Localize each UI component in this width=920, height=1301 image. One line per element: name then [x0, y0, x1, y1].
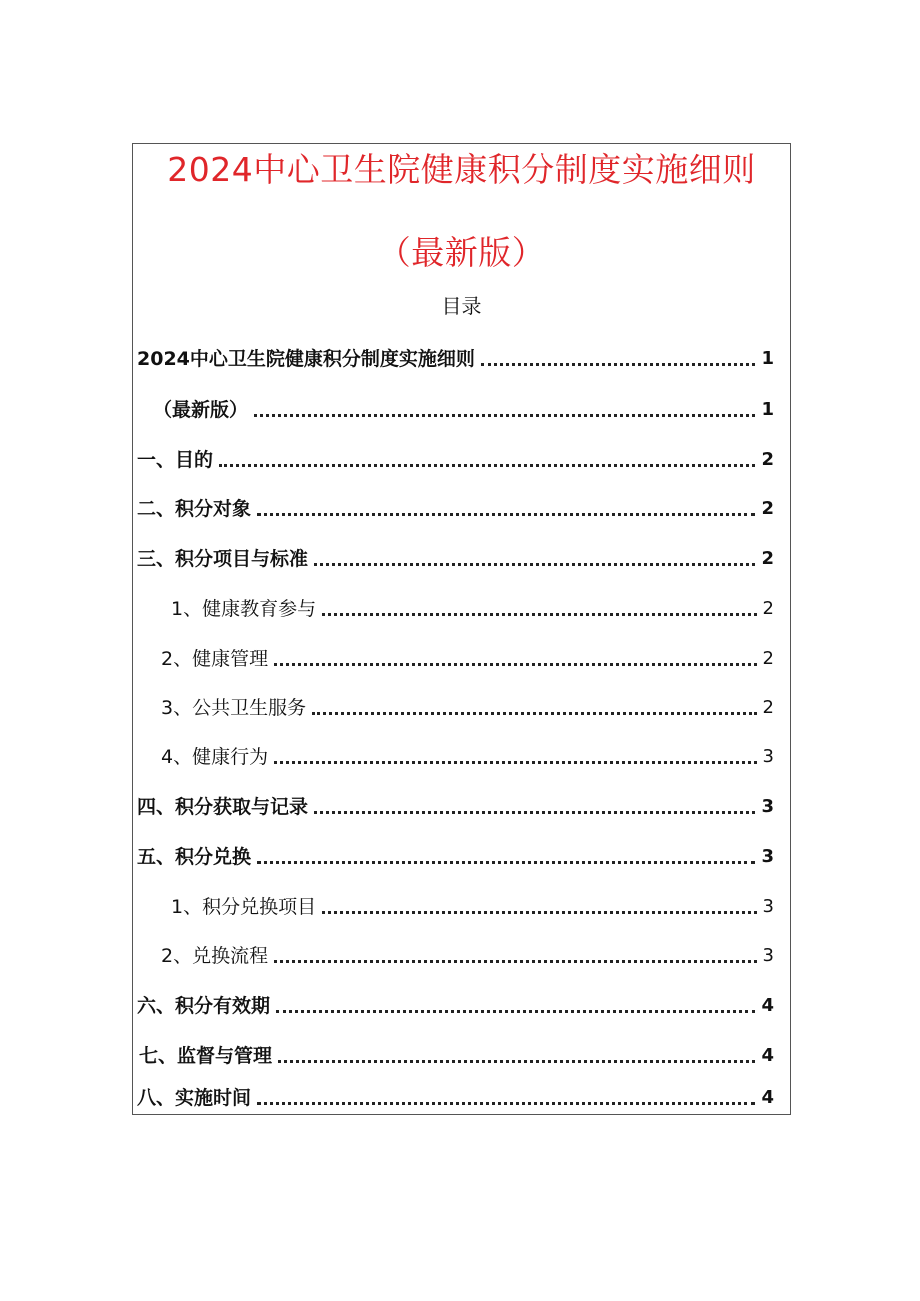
toc-entry-label: 1、积分兑换项目: [171, 896, 317, 918]
toc-entry-label: 六、积分有效期: [137, 995, 271, 1017]
toc-entry-page: 2: [762, 648, 774, 669]
toc-leader-dots: [274, 761, 756, 764]
document-frame: [132, 143, 791, 1115]
toc-entry-page: 2: [762, 598, 774, 619]
toc-leader-dots: [254, 414, 755, 417]
toc-entry-page: 2: [761, 548, 774, 569]
toc-entry-label: 3、公共卫生服务: [161, 697, 307, 719]
toc-entry-label: 七、监督与管理: [139, 1045, 273, 1067]
toc-leader-dots: [481, 363, 756, 366]
toc-entry-page: 3: [762, 945, 774, 966]
toc-entry-supervision[interactable]: [139, 1039, 774, 1069]
toc-leader-dots: [219, 464, 755, 467]
toc-entry-page: 3: [762, 896, 774, 917]
toc-entry-label: 4、健康行为: [161, 746, 269, 768]
toc-entry-label: 2、兑换流程: [161, 945, 269, 967]
toc-entry-page: 2: [762, 697, 774, 718]
toc-entry-exchange-process[interactable]: [161, 939, 774, 969]
toc-entry-page: 3: [761, 846, 774, 867]
toc-entry-health-management[interactable]: [161, 642, 774, 672]
toc-entry-health-education[interactable]: [171, 592, 774, 622]
toc-entry-label: 五、积分兑换: [137, 846, 252, 868]
document-subtitle: （最新版）: [377, 233, 546, 272]
toc-entry-items-standards[interactable]: [137, 542, 774, 572]
toc-entry-label: 三、积分项目与标准: [137, 548, 309, 570]
toc-leader-dots: [276, 1010, 755, 1013]
toc-leader-dots: [257, 513, 755, 516]
toc-leader-dots: [314, 563, 755, 566]
toc-leader-dots: [322, 613, 756, 616]
toc-entry-validity[interactable]: [137, 989, 774, 1019]
toc-entry-label: 一、目的: [137, 449, 214, 471]
toc-leader-dots: [274, 663, 756, 666]
toc-leader-dots: [314, 811, 755, 814]
document-title: 2024中心卫生院健康积分制度实施细则: [167, 150, 756, 189]
toc-leader-dots: [322, 911, 756, 914]
toc-entry-page: 1: [761, 399, 774, 420]
toc-entry-page: 2: [761, 449, 774, 470]
toc-entry-exchange[interactable]: [137, 840, 774, 870]
toc-entry-page: 2: [761, 498, 774, 519]
toc-entry-public-health[interactable]: [161, 691, 774, 721]
toc-entry-label: 2024中心卫生院健康积分制度实施细则: [137, 348, 475, 370]
toc-entry-label: 1、健康教育参与: [171, 598, 317, 620]
toc-entry-health-behavior[interactable]: [161, 740, 774, 770]
toc-entry-label: 2、健康管理: [161, 648, 269, 670]
toc-heading: 目录: [441, 294, 482, 318]
toc-entry-acquisition[interactable]: [137, 790, 774, 820]
toc-leader-dots: [274, 960, 756, 963]
toc-entry-implementation-time[interactable]: [137, 1081, 774, 1111]
toc-entry-label: 八、实施时间: [137, 1087, 252, 1109]
toc-entry-label: （最新版）: [153, 399, 249, 421]
toc-entry-page: 3: [761, 796, 774, 817]
toc-entry-label: 四、积分获取与记录: [137, 796, 309, 818]
toc-leader-dots: [257, 1102, 755, 1105]
toc-entry-page: 4: [761, 1045, 774, 1066]
toc-entry-exchange-items[interactable]: [171, 890, 774, 920]
toc-entry-title[interactable]: [137, 342, 774, 372]
toc-entry-page: 1: [761, 348, 774, 369]
toc-entry-edition[interactable]: [153, 393, 774, 423]
toc-entry-page: 4: [761, 1087, 774, 1108]
toc-entry-purpose[interactable]: [137, 443, 774, 473]
toc-leader-dots: [312, 712, 756, 715]
toc-leader-dots: [278, 1060, 755, 1063]
toc-leader-dots: [257, 861, 755, 864]
toc-entry-page: 3: [762, 746, 774, 767]
toc-entry-page: 4: [761, 995, 774, 1016]
toc-entry-targets[interactable]: [137, 492, 774, 522]
toc-entry-label: 二、积分对象: [137, 498, 252, 520]
